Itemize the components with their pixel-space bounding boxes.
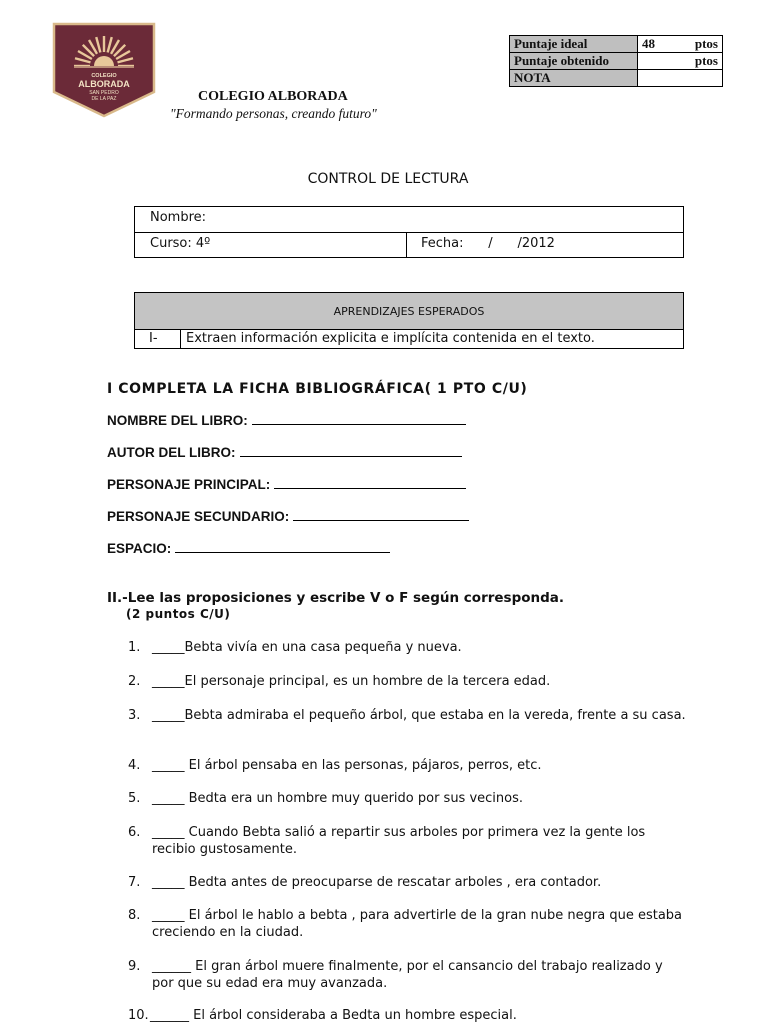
logo-text-3: SAN PEDRO (89, 90, 119, 96)
learning-text: Extraen información explicita e implícita contenida en el texto. (186, 331, 595, 346)
section2-subtitle: (2 puntos C/U) (126, 607, 231, 621)
name-label: Nombre: (150, 210, 207, 225)
cell-divider (406, 233, 407, 257)
course-date-row (135, 233, 683, 257)
score-label: Puntaje ideal (510, 36, 638, 53)
field-space (107, 540, 390, 556)
course-label[interactable]: Curso: 4º (150, 236, 211, 251)
field-label: PERSONAJE SECUNDARIO: (107, 509, 290, 524)
statement-number: 7. (128, 875, 141, 890)
statement-number: 9. (128, 959, 141, 974)
score-unit: ptos (694, 36, 718, 51)
statement-text: _____El personaje principal, es un hombre de la tercera edad. (152, 674, 551, 689)
field-main-character (107, 476, 466, 492)
name-row[interactable] (135, 207, 683, 233)
section1-title: I COMPLETA LA FICHA BIBLIOGRÁFICA( 1 PTO C/U) (107, 381, 528, 397)
school-motto: "Formando personas, creando futuro" (170, 106, 377, 121)
logo-text-4: DE LA PAZ (91, 96, 117, 102)
field-book-name (107, 412, 466, 428)
statement-number: 3. (128, 708, 141, 723)
answer-line[interactable] (252, 412, 466, 425)
learning-number: I- (149, 331, 158, 346)
logo-text-1: COLEGIO (91, 73, 117, 79)
score-box (509, 35, 723, 87)
date-label[interactable]: Fecha: / /2012 (421, 236, 555, 251)
statement-text: ______ El árbol consideraba a Bedta un hombre especial. (150, 1008, 517, 1023)
school-logo (52, 22, 156, 118)
document-title: CONTROL DE LECTURA (307, 171, 469, 187)
statement-number: 8. (128, 908, 141, 923)
expected-learning-header: APRENDIZAJES ESPERADOS (135, 293, 683, 330)
statement-text: _____ Bedta antes de preocuparse de rescatar arboles , era contador. (152, 875, 602, 890)
answer-line[interactable] (175, 540, 390, 553)
field-label: PERSONAJE PRINCIPAL: (107, 477, 271, 492)
score-unit: ptos (694, 53, 718, 68)
expected-learning-row (135, 330, 683, 348)
logo-text-2: ALBORADA (78, 79, 130, 89)
statement-number: 6. (128, 825, 141, 840)
score-label: Puntaje obtenido (510, 53, 638, 70)
statement-text: _____Bebta vivía en una casa pequeña y nueva. (152, 640, 462, 655)
section2-title: II.-Lee las proposiciones y escribe V o F según corresponda. (107, 590, 565, 606)
score-row-obtained (510, 53, 723, 70)
statement-number: 5. (128, 791, 141, 806)
answer-line[interactable] (274, 476, 466, 489)
statement-text: _____ Cuando Bebta salió a repartir sus arboles por primera vez la gente los recibio gustosamente. (152, 825, 646, 857)
statement-number: 10. (128, 1008, 149, 1023)
score-row-grade (510, 70, 723, 87)
score-value-cell[interactable] (638, 36, 723, 53)
statement-number: 2. (128, 674, 141, 689)
field-label: NOMBRE DEL LIBRO: (107, 413, 248, 428)
field-secondary-character (107, 508, 469, 524)
field-label: AUTOR DEL LIBRO: (107, 445, 236, 460)
statement-number: 4. (128, 758, 141, 773)
score-row-ideal (510, 36, 723, 53)
statement-text: _____ Bedta era un hombre muy querido por sus vecinos. (152, 791, 524, 806)
expected-learning-table (134, 292, 684, 349)
score-value: 48 (642, 36, 655, 51)
statement-text: _____ El árbol le hablo a bebta , para advertirle de la gran nube negra que estaba creciendo en la ciudad. (152, 908, 683, 940)
score-value-cell[interactable] (638, 53, 723, 70)
school-name: COLEGIO ALBORADA (198, 89, 348, 104)
statement-number: 1. (128, 640, 141, 655)
grade-value-cell[interactable] (638, 70, 723, 87)
answer-line[interactable] (240, 444, 462, 457)
statement-text: ______ El gran árbol muere finalmente, por el cansancio del trabajo realizado y por que su edad era muy avanzada. (152, 959, 663, 991)
cell-divider (180, 330, 181, 348)
statement-text: _____Bebta admiraba el pequeño árbol, que estaba en la vereda, frente a su casa. (152, 708, 686, 723)
student-info-table (134, 206, 684, 258)
answer-line[interactable] (293, 508, 469, 521)
statement-text: _____ El árbol pensaba en las personas, pájaros, perros, etc. (152, 758, 542, 773)
field-book-author (107, 444, 462, 460)
score-label: NOTA (510, 70, 638, 87)
field-label: ESPACIO: (107, 541, 172, 556)
